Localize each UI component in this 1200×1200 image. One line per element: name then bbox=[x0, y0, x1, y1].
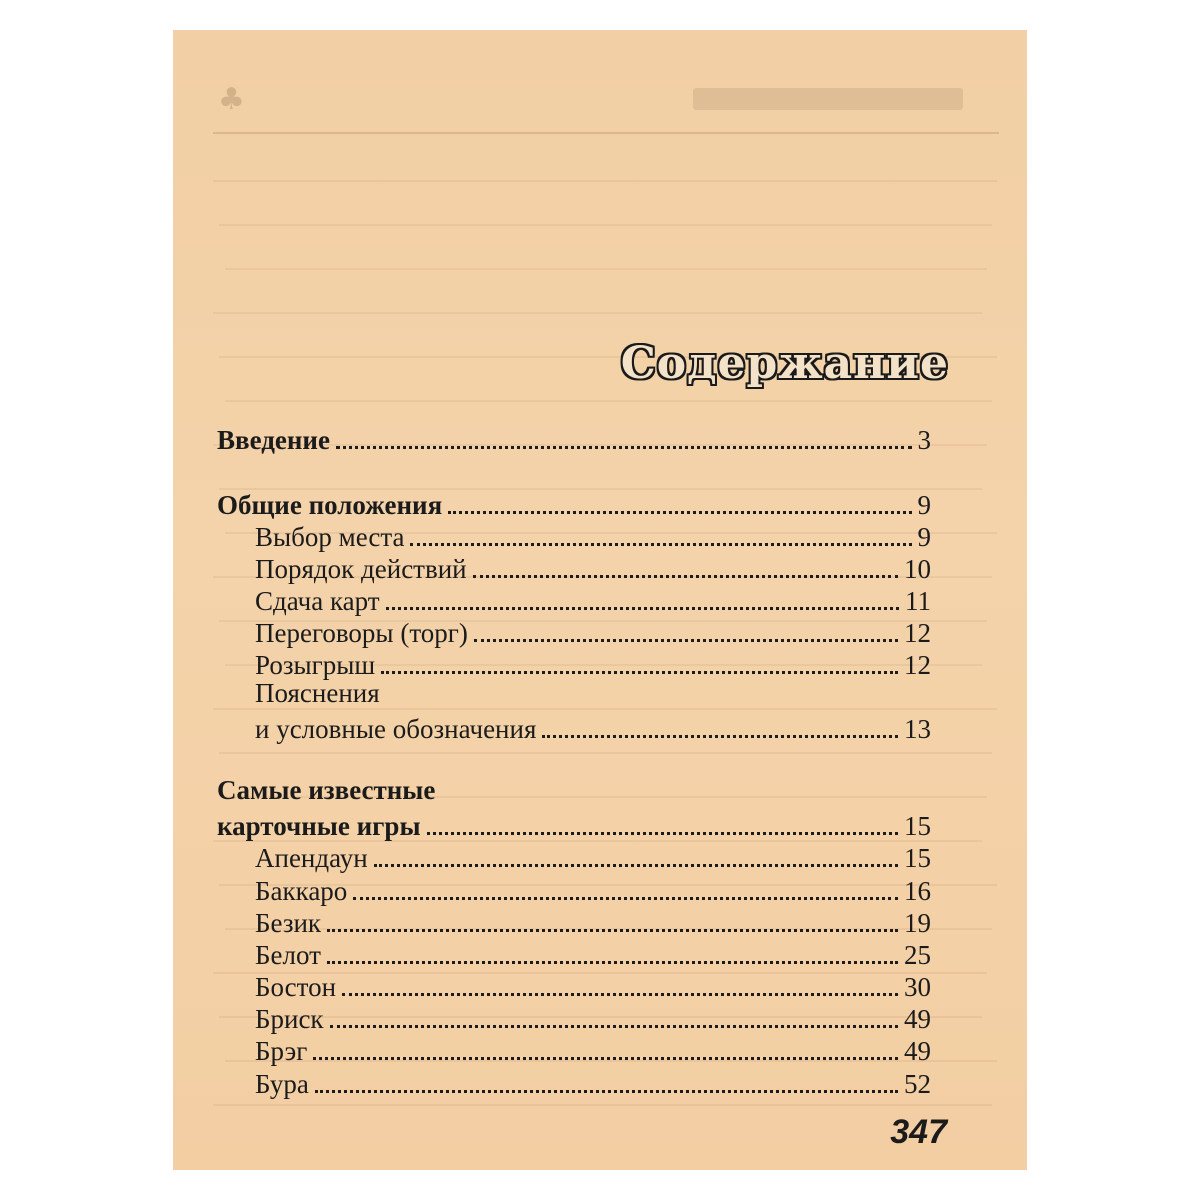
bleed-through-line bbox=[219, 224, 992, 226]
bleed-through-line bbox=[213, 1104, 992, 1106]
bleed-through-rule bbox=[213, 132, 999, 134]
toc-entry: Баккаро 16 bbox=[217, 871, 931, 903]
bleed-through-header bbox=[693, 88, 963, 110]
toc-entry: Общие положения 9 bbox=[217, 485, 931, 517]
toc-entry: Бриск 49 bbox=[217, 999, 931, 1031]
toc-entry: Брэг 49 bbox=[217, 1031, 931, 1063]
bleed-through-line bbox=[225, 268, 987, 270]
bleed-through-line bbox=[213, 180, 997, 182]
bleed-through-line bbox=[219, 752, 992, 754]
toc-entry: Безик 19 bbox=[217, 903, 931, 935]
toc-entry: Бостон 30 bbox=[217, 967, 931, 999]
toc-entry: карточные игры 15 bbox=[217, 806, 931, 838]
toc-entry: Порядок действий 10 bbox=[217, 549, 931, 581]
book-page bbox=[173, 30, 1027, 1170]
page-title: Содержание bbox=[620, 338, 949, 389]
toc-entry: Переговоры (торг) 12 bbox=[217, 613, 931, 645]
toc-entry: и условные обозначения 13 bbox=[217, 709, 931, 741]
toc-entry: Сдача карт 11 bbox=[217, 581, 931, 613]
toc-entry: Выбор места 9 bbox=[217, 517, 931, 549]
toc-entry: Розыгрыш 12 bbox=[217, 645, 931, 677]
bleed-through-ornament: ♣ bbox=[218, 82, 245, 117]
page-number: 347 bbox=[890, 1113, 947, 1151]
toc-entry: Бура 52 bbox=[217, 1064, 931, 1096]
toc-entry: Введение 3 bbox=[217, 420, 931, 452]
toc-entry: Белот 25 bbox=[217, 935, 931, 967]
toc-entry: Апендаун 15 bbox=[217, 838, 931, 870]
bleed-through-line bbox=[225, 400, 992, 402]
bleed-through-line bbox=[213, 312, 982, 314]
toc-entry-line: Самые известные bbox=[217, 775, 436, 805]
toc-entry-line: Пояснения bbox=[255, 678, 380, 708]
